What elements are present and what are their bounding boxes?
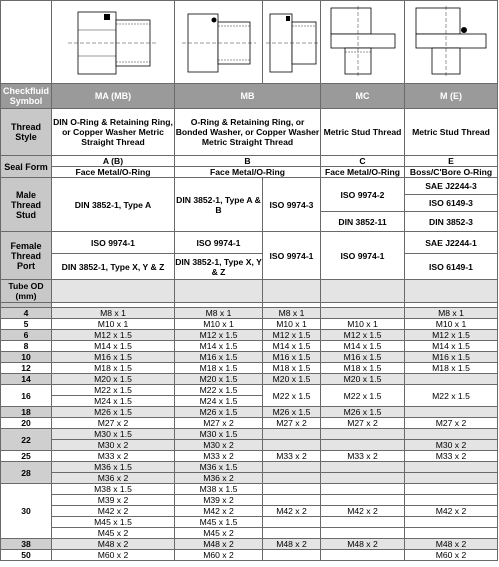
thread-size-cell: [405, 462, 498, 473]
thread-size-cell: M42 x 2: [52, 506, 175, 517]
thread-size-cell: M33 x 2: [52, 451, 175, 462]
seal-form-me: Boss/C'Bore O-Ring: [405, 167, 498, 178]
tube-od-row: [1, 352, 498, 363]
thread-size-cell: [263, 484, 321, 495]
tube-od-value: 25: [1, 451, 52, 462]
thread-size-cell: M26 x 1.5: [52, 407, 175, 418]
male-stud-mb2: ISO 9974-3: [263, 178, 321, 232]
thread-size-cell: M12 x 1.5: [175, 330, 263, 341]
thread-size-cell: M48 x 2: [175, 539, 263, 550]
thread-size-cell: M36 x 2: [52, 473, 175, 484]
female-port-mb3: ISO 9974-1: [263, 232, 321, 280]
thread-size-cell: M26 x 1.5: [321, 407, 405, 418]
thread-size-cell: M36 x 1.5: [52, 462, 175, 473]
thread-size-cell: M22 x 1.5: [52, 385, 175, 396]
thread-size-cell: M12 x 1.5: [263, 330, 321, 341]
thread-size-cell: M14 x 1.5: [263, 341, 321, 352]
tube-od-row: [1, 385, 498, 396]
thread-size-cell: [321, 308, 405, 319]
thread-size-cell: M27 x 2: [52, 418, 175, 429]
thread-style-row: [1, 109, 498, 156]
tube-od-value: 50: [1, 550, 52, 561]
thread-style-label: Thread Style: [1, 109, 52, 156]
fitting-diagram-mb-2: [263, 1, 321, 84]
thread-size-cell: M24 x 1.5: [52, 396, 175, 407]
diagram-corner: [1, 1, 52, 84]
tube-od-value: 12: [1, 363, 52, 374]
male-stud-ma: DIN 3852-1, Type A: [52, 178, 175, 232]
tube-od-header-row: [1, 280, 498, 303]
seal-code-me: E: [405, 156, 498, 167]
thread-style-mc: Metric Stud Thread: [321, 109, 405, 156]
thread-size-cell: M48 x 2: [52, 539, 175, 550]
seal-code-mb: B: [175, 156, 321, 167]
thread-size-cell: [405, 429, 498, 440]
tube-od-blank-3: [263, 280, 321, 303]
thread-size-cell: [321, 517, 405, 528]
tube-od-value: 14: [1, 374, 52, 385]
tube-od-row: [1, 407, 498, 418]
thread-size-cell: M38 x 1.5: [175, 484, 263, 495]
male-stud-label: Male Thread Stud: [1, 178, 52, 232]
thread-size-cell: M20 x 1.5: [52, 374, 175, 385]
fitting-diagram-mc: [321, 1, 405, 84]
thread-size-cell: M42 x 2: [321, 506, 405, 517]
thread-size-cell: M10 x 1: [175, 319, 263, 330]
male-stud-mb: DIN 3852-1, Type A & B: [175, 178, 263, 232]
thread-size-cell: M30 x 1.5: [175, 429, 263, 440]
thread-size-cell: [405, 473, 498, 484]
thread-size-cell: M33 x 2: [175, 451, 263, 462]
tube-od-value: 5: [1, 319, 52, 330]
seal-code-ma: A (B): [52, 156, 175, 167]
tube-od-value: 30: [1, 484, 52, 539]
tube-od-row: [1, 462, 498, 473]
symbol-mc: MC: [321, 84, 405, 109]
tube-od-row: [1, 374, 498, 385]
tube-od-row: [1, 517, 498, 528]
thread-size-cell: M27 x 2: [263, 418, 321, 429]
symbol-label: Checkfluid Symbol: [1, 84, 52, 109]
thread-size-cell: [321, 495, 405, 506]
tube-od-value: 8: [1, 341, 52, 352]
tube-od-row: [1, 484, 498, 495]
thread-size-cell: M14 x 1.5: [175, 341, 263, 352]
thread-size-cell: M10 x 1: [52, 319, 175, 330]
female-port-label: Female Thread Port: [1, 232, 52, 280]
symbol-me: M (E): [405, 84, 498, 109]
thread-style-me: Metric Stud Thread: [405, 109, 498, 156]
thread-size-cell: [263, 429, 321, 440]
female-port-me1: SAE J2244-1: [405, 232, 498, 254]
thread-size-cell: [321, 440, 405, 451]
female-port-mb2: DIN 3852-1, Type X, Y & Z: [175, 254, 263, 280]
thread-size-cell: M18 x 1.5: [321, 363, 405, 374]
thread-size-cell: M27 x 2: [175, 418, 263, 429]
tube-od-value: 20: [1, 418, 52, 429]
thread-size-cell: M16 x 1.5: [175, 352, 263, 363]
tube-od-row: [1, 451, 498, 462]
male-stud-mc1: ISO 9974-2: [321, 178, 405, 212]
thread-size-cell: M36 x 2: [175, 473, 263, 484]
thread-size-cell: [321, 462, 405, 473]
thread-size-cell: M20 x 1.5: [263, 374, 321, 385]
tube-od-row: [1, 418, 498, 429]
thread-size-cell: M18 x 1.5: [175, 363, 263, 374]
tube-od-row: [1, 440, 498, 451]
thread-size-cell: M48 x 2: [405, 539, 498, 550]
thread-size-cell: M45 x 1.5: [175, 517, 263, 528]
thread-size-cell: M36 x 1.5: [175, 462, 263, 473]
thread-size-cell: M10 x 1: [263, 319, 321, 330]
thread-size-cell: M30 x 2: [175, 440, 263, 451]
seal-form-name-row: [1, 167, 498, 178]
thread-size-cell: [321, 484, 405, 495]
tube-od-value: 10: [1, 352, 52, 363]
thread-size-cell: M20 x 1.5: [175, 374, 263, 385]
thread-style-mb: O-Ring & Retaining Ring, or Bonded Washer, or Copper Washer Metric Straight Thread: [175, 109, 321, 156]
tube-od-row: [1, 341, 498, 352]
tube-od-value: 38: [1, 539, 52, 550]
thread-size-cell: M20 x 1.5: [321, 374, 405, 385]
tube-od-row: [1, 528, 498, 539]
thread-size-cell: M30 x 2: [405, 440, 498, 451]
thread-size-cell: M45 x 2: [175, 528, 263, 539]
tube-od-row: [1, 506, 498, 517]
thread-size-cell: M10 x 1: [321, 319, 405, 330]
thread-size-cell: [405, 528, 498, 539]
tube-od-row: [1, 308, 498, 319]
seal-form-ma: Face Metal/O-Ring: [52, 167, 175, 178]
thread-size-cell: M45 x 1.5: [52, 517, 175, 528]
tube-od-row: [1, 429, 498, 440]
thread-size-cell: M16 x 1.5: [405, 352, 498, 363]
tube-od-value: 6: [1, 330, 52, 341]
fitting-diagram-ma: [52, 1, 175, 84]
thread-style-ma: DIN O-Ring & Retaining Ring, or Copper Washer Metric Straight Thread: [52, 109, 175, 156]
thread-size-cell: [263, 495, 321, 506]
thread-size-cell: M8 x 1: [175, 308, 263, 319]
thread-size-cell: M10 x 1: [405, 319, 498, 330]
seal-code-mc: C: [321, 156, 405, 167]
tube-od-value: 18: [1, 407, 52, 418]
thread-size-cell: M22 x 1.5: [321, 385, 405, 407]
tube-od-value: 22: [1, 429, 52, 451]
thread-size-cell: M48 x 2: [263, 539, 321, 550]
thread-size-cell: [263, 462, 321, 473]
male-stud-me3: DIN 3852-3: [405, 212, 498, 232]
thread-size-cell: [405, 484, 498, 495]
thread-size-cell: M42 x 2: [175, 506, 263, 517]
tube-od-row: [1, 495, 498, 506]
thread-size-cell: [405, 407, 498, 418]
tube-od-row: [1, 330, 498, 341]
thread-size-cell: M12 x 1.5: [52, 330, 175, 341]
thread-size-cell: M22 x 1.5: [263, 385, 321, 407]
thread-size-cell: [263, 517, 321, 528]
tube-od-body: [1, 308, 498, 561]
thread-size-cell: [321, 473, 405, 484]
thread-size-cell: M18 x 1.5: [263, 363, 321, 374]
male-stud-mc2: DIN 3852-11: [321, 212, 405, 232]
thread-size-cell: M33 x 2: [405, 451, 498, 462]
thread-size-cell: M27 x 2: [321, 418, 405, 429]
thread-size-cell: M16 x 1.5: [321, 352, 405, 363]
thread-size-cell: M60 x 2: [175, 550, 263, 561]
tube-od-row: [1, 473, 498, 484]
male-stud-me2: ISO 6149-3: [405, 195, 498, 212]
thread-size-cell: M14 x 1.5: [321, 341, 405, 352]
thread-size-cell: [405, 517, 498, 528]
thread-size-cell: M14 x 1.5: [405, 341, 498, 352]
thread-size-cell: M38 x 1.5: [52, 484, 175, 495]
thread-size-cell: M30 x 2: [52, 440, 175, 451]
thread-size-cell: M26 x 1.5: [175, 407, 263, 418]
thread-size-cell: M8 x 1: [52, 308, 175, 319]
symbol-mb: MB: [175, 84, 321, 109]
thread-size-cell: M16 x 1.5: [263, 352, 321, 363]
tube-od-label: Tube OD (mm): [1, 280, 52, 303]
thread-size-cell: [405, 495, 498, 506]
tube-od-row: [1, 550, 498, 561]
thread-size-cell: M22 x 1.5: [175, 385, 263, 396]
thread-size-cell: M14 x 1.5: [52, 341, 175, 352]
female-port-row-2: [1, 254, 498, 280]
tube-od-blank-4: [321, 280, 405, 303]
thread-size-cell: [321, 429, 405, 440]
symbol-row: [1, 84, 498, 109]
thread-size-cell: [405, 374, 498, 385]
female-port-row-1: [1, 232, 498, 254]
thread-size-cell: M60 x 2: [52, 550, 175, 561]
thread-size-cell: M12 x 1.5: [405, 330, 498, 341]
thread-size-cell: M27 x 2: [405, 418, 498, 429]
thread-size-cell: M33 x 2: [321, 451, 405, 462]
tube-od-row: [1, 363, 498, 374]
female-port-mb1: ISO 9974-1: [175, 232, 263, 254]
tube-od-value: 4: [1, 308, 52, 319]
thread-size-cell: M48 x 2: [321, 539, 405, 550]
male-stud-me1: SAE J2244-3: [405, 178, 498, 195]
thread-size-cell: [263, 473, 321, 484]
thread-size-cell: M30 x 1.5: [52, 429, 175, 440]
thread-size-cell: M42 x 2: [405, 506, 498, 517]
thread-size-cell: M24 x 1.5: [175, 396, 263, 407]
thread-size-cell: M12 x 1.5: [321, 330, 405, 341]
female-port-ma2: DIN 3852-1, Type X, Y & Z: [52, 254, 175, 280]
thread-size-cell: [263, 550, 321, 561]
tube-od-blank-1: [52, 280, 175, 303]
tube-od-row: [1, 319, 498, 330]
tube-od-blank-2: [175, 280, 263, 303]
seal-form-mc: Face Metal/O-Ring: [321, 167, 405, 178]
thread-size-cell: [321, 528, 405, 539]
thread-size-cell: M39 x 2: [52, 495, 175, 506]
thread-size-cell: M8 x 1: [263, 308, 321, 319]
seal-form-label: Seal Form: [1, 156, 52, 178]
fitting-diagram-mb-1: [175, 1, 263, 84]
thread-size-cell: M26 x 1.5: [263, 407, 321, 418]
seal-form-code-row: [1, 156, 498, 167]
seal-form-mb: Face Metal/O-Ring: [175, 167, 321, 178]
thread-size-cell: M45 x 2: [52, 528, 175, 539]
thread-size-cell: [263, 440, 321, 451]
female-port-mc: ISO 9974-1: [321, 232, 405, 280]
thread-size-cell: M16 x 1.5: [52, 352, 175, 363]
thread-size-cell: M18 x 1.5: [405, 363, 498, 374]
symbol-ma: MA (MB): [52, 84, 175, 109]
tube-od-row: [1, 539, 498, 550]
diagram-row: [1, 1, 498, 84]
thread-size-cell: M42 x 2: [263, 506, 321, 517]
male-stud-row-1: [1, 178, 498, 195]
thread-size-cell: M8 x 1: [405, 308, 498, 319]
female-port-ma1: ISO 9974-1: [52, 232, 175, 254]
thread-size-cell: M39 x 2: [175, 495, 263, 506]
thread-size-cell: M60 x 2: [405, 550, 498, 561]
female-port-me2: ISO 6149-1: [405, 254, 498, 280]
tube-od-value: 16: [1, 385, 52, 407]
thread-size-cell: M18 x 1.5: [52, 363, 175, 374]
tube-od-blank-5: [405, 280, 498, 303]
thread-size-cell: M33 x 2: [263, 451, 321, 462]
thread-size-cell: [321, 550, 405, 561]
fitting-diagram-me: [405, 1, 498, 84]
thread-size-cell: [263, 528, 321, 539]
tube-od-value: 28: [1, 462, 52, 484]
thread-size-cell: M22 x 1.5: [405, 385, 498, 407]
